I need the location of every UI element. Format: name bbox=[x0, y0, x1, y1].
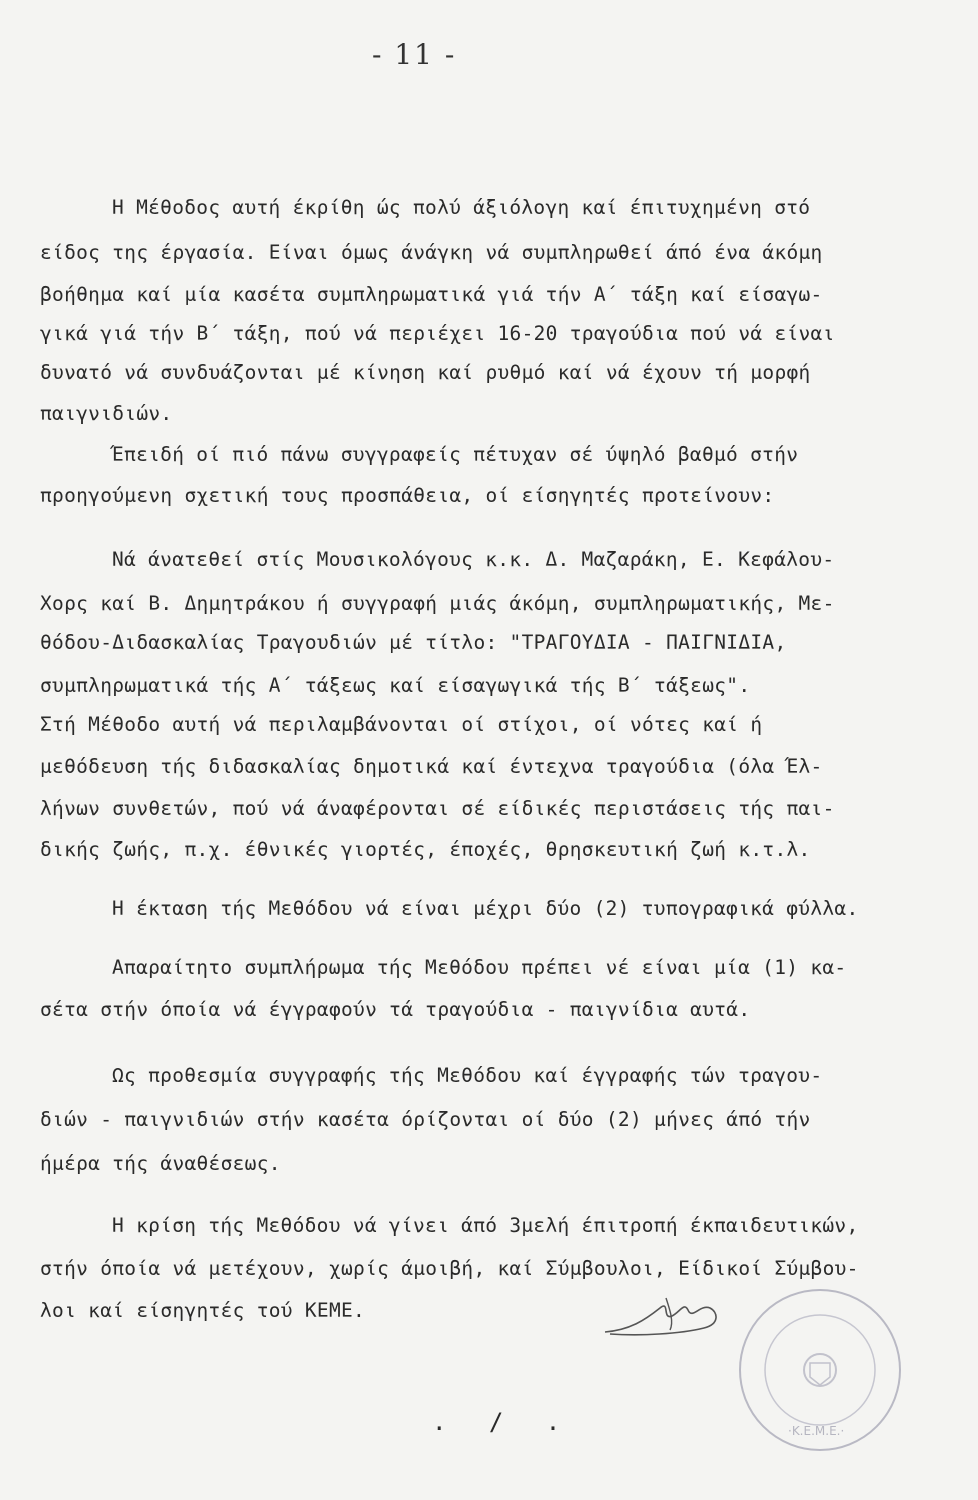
text-line: μεθόδευση τής διδασκαλίας δημοτικά καί έντεχνα τραγούδια (όλα Έλ- bbox=[40, 755, 823, 778]
text-line: ήμέρα τής άναθέσεως. bbox=[40, 1152, 281, 1175]
text-line: σέτα στήν όποία νά έγγραφούν τά τραγούδια - παιγνίδια αυτά. bbox=[40, 998, 751, 1021]
text-line: Η έκταση τής Μεθόδου νά είναι μέχρι δύο (2) τυπογραφικά φύλλα. bbox=[112, 897, 859, 920]
text-line: δυνατό νά συνδυάζονται μέ κίνηση καί ρυθμό καί νά έχουν τή μορφή bbox=[40, 361, 811, 384]
text-line: διών - παιγνιδιών στήν κασέτα όρίζονται οί δύο (2) μήνες άπό τήν bbox=[40, 1108, 811, 1131]
text-line: συμπληρωματικά τής Α΄ τάξεως καί είσαγωγικά τής Β΄ τάξεως". bbox=[40, 674, 751, 697]
text-line: λήνων συνθετών, πού νά άναφέρονται σέ είδικές περιστάσεις τής παι- bbox=[40, 797, 835, 820]
text-line: είδος της έργασία. Είναι όμως άνάγκη νά συμπληρωθεί άπό ένα άκόμη bbox=[40, 241, 823, 264]
page-number: - 11 - bbox=[372, 38, 457, 71]
text-line: θόδου-Διδασκαλίας Τραγουδιών μέ τίτλο: "ΤΡΑΓΟΥΔΙΑ - ΠΑΙΓΝΙΔΙΑ, bbox=[40, 631, 787, 654]
svg-text:·K.E.M.E.·: ·K.E.M.E.· bbox=[788, 1424, 845, 1438]
text-line: Στή Μέθοδο αυτή νά περιλαμβάνονται οί στίχοι, οί νότες καί ή bbox=[40, 713, 763, 736]
text-line: λοι καί είσηγητές τού ΚΕΜΕ. bbox=[40, 1299, 366, 1322]
text-line: Ως προθεσμία συγγραφής τής Μεθόδου καί έγγραφής τών τραγου- bbox=[112, 1064, 823, 1087]
text-line: προηγούμενη σχετική τους προσπάθεια, οί είσηγητές προτείνουν: bbox=[40, 484, 775, 507]
text-line: Χορς καί Β. Δημητράκου ή συγγραφή μιάς άκόμη, συμπληρωματικής, Με- bbox=[40, 592, 835, 615]
text-line: δικής ζωής, π.χ. έθνικές γιορτές, έποχές, θρησκευτική ζωή κ.τ.λ. bbox=[40, 838, 811, 861]
text-line: Η Μέθοδος αυτή έκρίθη ώς πολύ άξιόλογη καί έπιτυχημένη στό bbox=[112, 196, 811, 219]
text-line: παιγνιδιών. bbox=[40, 402, 173, 425]
text-line: βοήθημα καί μία κασέτα συμπληρωματικά γιά τήν Α΄ τάξη καί είσαγω- bbox=[40, 283, 823, 306]
handwritten-signature bbox=[600, 1290, 730, 1350]
continuation-mark: . / . bbox=[432, 1408, 575, 1436]
text-line: στήν όποία νά μετέχουν, χωρίς άμοιβή, καί Σύμβουλοι, Είδικοί Σύμβου- bbox=[40, 1257, 859, 1280]
text-line: Απαραίτητο συμπλήρωμα τής Μεθόδου πρέπει νέ είναι μία (1) κα- bbox=[112, 956, 847, 979]
text-line: γικά γιά τήν Β΄ τάξη, πού νά περιέχει 16-20 τραγούδια πού νά είναι bbox=[40, 322, 835, 345]
text-line: Νά άνατεθεί στίς Μουσικολόγους κ.κ. Δ. Μαζαράκη, Ε. Κεφάλου- bbox=[112, 548, 835, 571]
text-line: Η κρίση τής Μεθόδου νά γίνει άπό 3μελή έπιτροπή έκπαιδευτικών, bbox=[112, 1214, 859, 1237]
text-line: Έπειδή οί πιό πάνω συγγραφείς πέτυχαν σέ ύψηλό βαθμό στήν bbox=[112, 443, 799, 466]
